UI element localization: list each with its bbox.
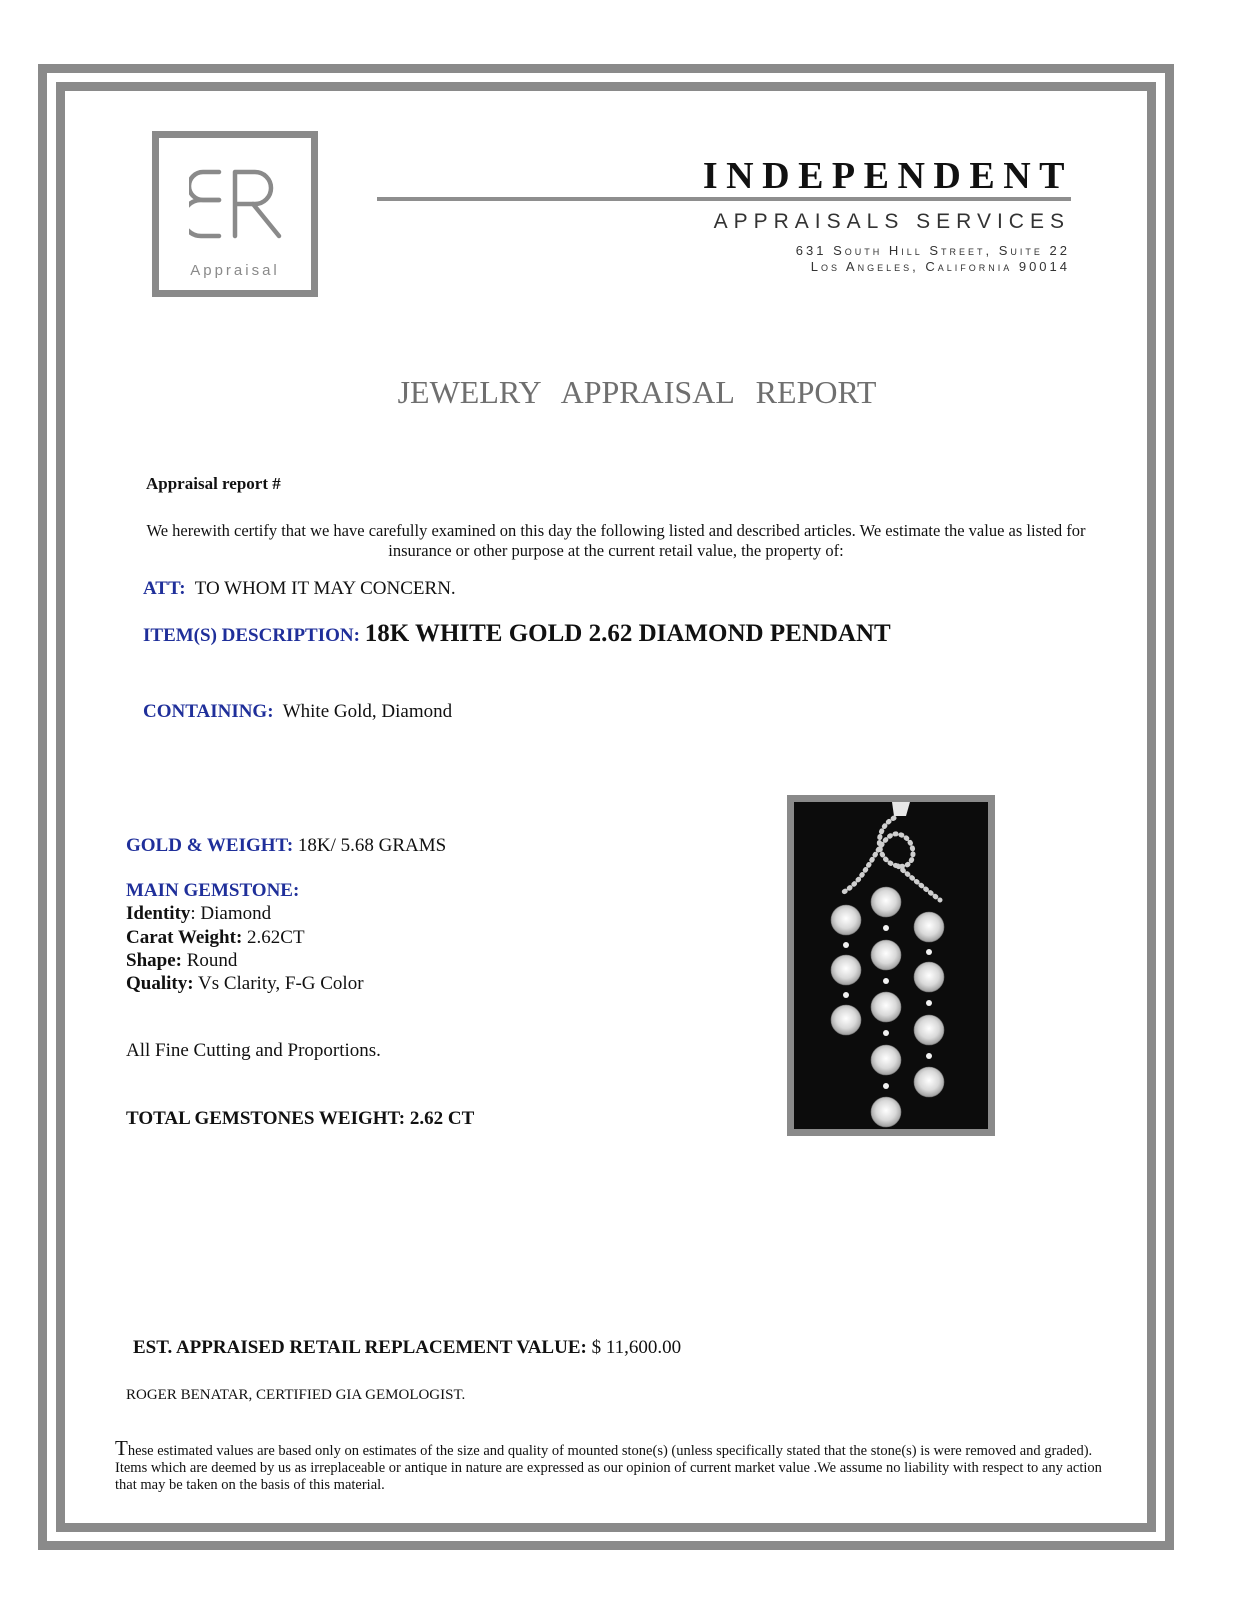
disclaimer-body: hese estimated values are based only on estimates of the size and quality of mounted stone(s) (unless specifically stated that the stone(s) is were removed and graded). Items which are deemed by us as irreplaceable or antique in nature are expressed as our opinion of current market value .We assume no liability with respect to any action that may be taken on the basis of this material. (115, 1443, 1102, 1493)
shape-label: Shape: (126, 950, 182, 971)
containing-value: White Gold, Diamond (282, 701, 453, 722)
att-row (143, 578, 456, 600)
gold-weight-value: 18K/ 5.68 GRAMS (297, 835, 447, 856)
main-gemstone-heading (126, 880, 299, 902)
certification-text: We herewith certify that we have carefully examined on this day the following listed and described articles. We estimate the value as listed for insurance or other purpose at the current retail value, the property of: (146, 521, 1086, 560)
carat-weight-value: 2.62CT (247, 927, 305, 948)
main-gemstone-label: MAIN GEMSTONE: (126, 880, 300, 901)
item-description-label: ITEM(S) DESCRIPTION: (143, 625, 360, 646)
att-label: ATT: (143, 578, 186, 599)
company-divider (377, 197, 1071, 201)
company-address-line1: 631 South Hill Street, Suite 22 (795, 243, 1070, 258)
shape-row (126, 950, 237, 972)
br-monogram-icon (189, 168, 285, 240)
containing-label: CONTAINING: (143, 701, 274, 722)
carat-weight-row (126, 927, 305, 949)
carat-weight-label: Carat Weight: (126, 927, 243, 948)
quality-label: Quality: (126, 973, 194, 994)
total-gemstones-weight: TOTAL GEMSTONES WEIGHT: 2.62 CT (126, 1108, 475, 1129)
quality-row (126, 973, 364, 995)
disclaimer-drop-letter: T (115, 1436, 128, 1460)
logo-caption: Appraisal (190, 262, 280, 279)
pendant-photo (787, 795, 995, 1136)
identity-row (126, 903, 271, 925)
shape-value: Round (186, 950, 238, 971)
gemologist-signature-line: ROGER BENATAR, CERTIFIED GIA GEMOLOGIST. (126, 1387, 466, 1403)
appraised-value-row (133, 1337, 681, 1359)
appraised-value-label: EST. APPRAISED RETAIL REPLACEMENT VALUE: (133, 1337, 587, 1358)
company-address-line2: Los Angeles, California 90014 (810, 259, 1070, 274)
report-title: JEWELRY APPRAISAL REPORT (397, 374, 877, 410)
item-description-row (143, 620, 891, 648)
containing-row (143, 701, 452, 723)
item-description-value: 18K WHITE GOLD 2.62 DIAMOND PENDANT (364, 620, 891, 647)
identity-value: : Diamond (190, 903, 272, 924)
gold-weight-label: GOLD & WEIGHT: (126, 835, 294, 856)
appraised-value: $ 11,600.00 (591, 1337, 682, 1358)
quality-value: Vs Clarity, F-G Color (197, 973, 364, 994)
report-number-label: Appraisal report # (146, 474, 281, 493)
att-value: TO WHOM IT MAY CONCERN. (194, 578, 456, 599)
company-name: INDEPENDENT (702, 155, 1073, 197)
fine-cutting-note: All Fine Cutting and Proportions. (126, 1040, 381, 1061)
identity-label: Identity (126, 903, 191, 924)
gold-weight-row (126, 835, 446, 857)
appraisal-logo (152, 131, 318, 297)
diamond-chandelier-pendant-photo (794, 802, 988, 1129)
disclaimer-text (115, 1436, 1115, 1494)
company-subtitle: APPRAISALS SERVICES (713, 210, 1070, 233)
